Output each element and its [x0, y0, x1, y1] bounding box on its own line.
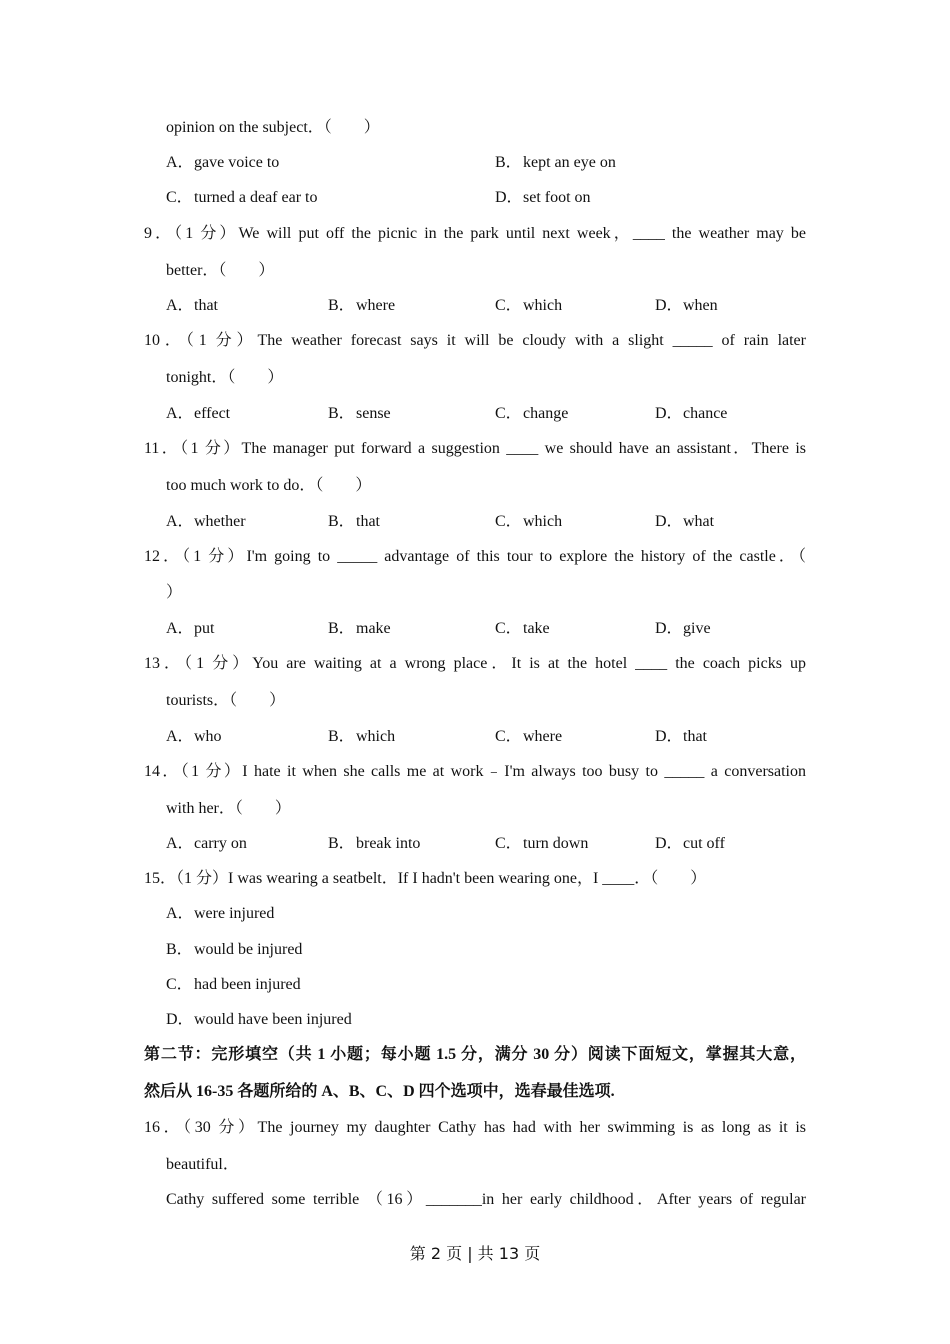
- q14-option-c: C．turn down: [495, 835, 589, 852]
- q14-option-a: A．carry on: [166, 835, 247, 852]
- q13-stem: 13．（1 分）You are waiting at a wrong place．It is at the hotel ____ the coach picks up: [144, 655, 806, 672]
- section2-heading-continuation: 然后从 16-35 各题所给的 A、B、C、D 四个选项中，选春最佳选项.: [144, 1083, 615, 1100]
- q14-option-b: B．break into: [328, 835, 421, 852]
- q13-stem-continuation: tourists．（ ）: [166, 692, 286, 709]
- q12-option-c: C．take: [495, 620, 550, 637]
- q9-option-c: C．which: [495, 297, 563, 314]
- q16-stem-continuation: beautiful．: [166, 1156, 239, 1173]
- q14-stem-continuation: with her．（ ）: [166, 800, 291, 817]
- q13-option-a: A．who: [166, 728, 222, 745]
- q12-option-b: B．make: [328, 620, 391, 637]
- q9-option-d: D．when: [655, 297, 718, 314]
- q15-option-a: A．were injured: [166, 905, 275, 922]
- q10-stem-continuation: tonight．（ ）: [166, 369, 284, 386]
- q15-stem: 15．（1 分）I was wearing a seatbelt．If I hadn't been wearing one，I ____．（ ）: [144, 870, 707, 887]
- q14-stem: 14．（1 分）I hate it when she calls me at work﹣I'm always too busy to _____ a conversation: [144, 763, 806, 780]
- q8-option-a: A．gave voice to: [166, 154, 280, 171]
- q11-option-a: A．whether: [166, 513, 246, 530]
- q12-stem-continuation: ）: [166, 584, 183, 601]
- page-footer: 第 2 页 | 共 13 页: [409, 1244, 541, 1263]
- q11-stem-continuation: too much work to do．（ ）: [166, 477, 372, 494]
- q10-stem: 10．（1 分）The weather forecast says it will be cloudy with a slight _____ of rain later: [144, 332, 806, 349]
- q16-passage-line: Cathy suffered some terrible （16）_______in her early childhood．After years of regular: [166, 1191, 806, 1208]
- q10-option-d: D．chance: [655, 405, 728, 422]
- q9-stem: 9．（1 分）We will put off the picnic in the park until next week，____ the weather may be: [144, 225, 806, 242]
- q12-option-a: A．put: [166, 620, 215, 637]
- q9-option-b: B．where: [328, 297, 396, 314]
- q8-option-b: B．kept an eye on: [495, 154, 616, 171]
- q10-option-b: B．sense: [328, 405, 391, 422]
- q16-stem: 16．（30 分）The journey my daughter Cathy has had with her swimming is as long as it is: [144, 1119, 806, 1136]
- q12-stem: 12．（1 分）I'm going to _____ advantage of this tour to explore the history of the castle．（: [144, 548, 806, 565]
- q11-option-c: C．which: [495, 513, 563, 530]
- q15-option-d: D．would have been injured: [166, 1011, 352, 1028]
- q13-option-d: D．that: [655, 728, 707, 745]
- q15-option-b: B．would be injured: [166, 941, 303, 958]
- q11-stem: 11．（1 分）The manager put forward a suggestion ____ we should have an assistant．There is: [144, 440, 806, 457]
- q13-option-c: C．where: [495, 728, 563, 745]
- q12-option-d: D．give: [655, 620, 711, 637]
- q8-option-d: D．set foot on: [495, 189, 591, 206]
- q8-option-c: C．turned a deaf ear to: [166, 189, 318, 206]
- q11-option-b: B．that: [328, 513, 380, 530]
- q10-option-a: A．effect: [166, 405, 231, 422]
- q15-option-c: C．had been injured: [166, 976, 301, 993]
- section2-heading: 第二节：完形填空（共 1 小题；每小题 1.5 分，满分 30 分）阅读下面短文，掌握其大意，: [144, 1046, 806, 1063]
- q10-option-c: C．change: [495, 405, 569, 422]
- q13-option-b: B．which: [328, 728, 396, 745]
- q14-option-d: D．cut off: [655, 835, 725, 852]
- q9-stem-continuation: better．（ ）: [166, 262, 275, 279]
- q8-stem-continuation: opinion on the subject．（ ）: [166, 119, 380, 136]
- q11-option-d: D．what: [655, 513, 715, 530]
- q9-option-a: A．that: [166, 297, 218, 314]
